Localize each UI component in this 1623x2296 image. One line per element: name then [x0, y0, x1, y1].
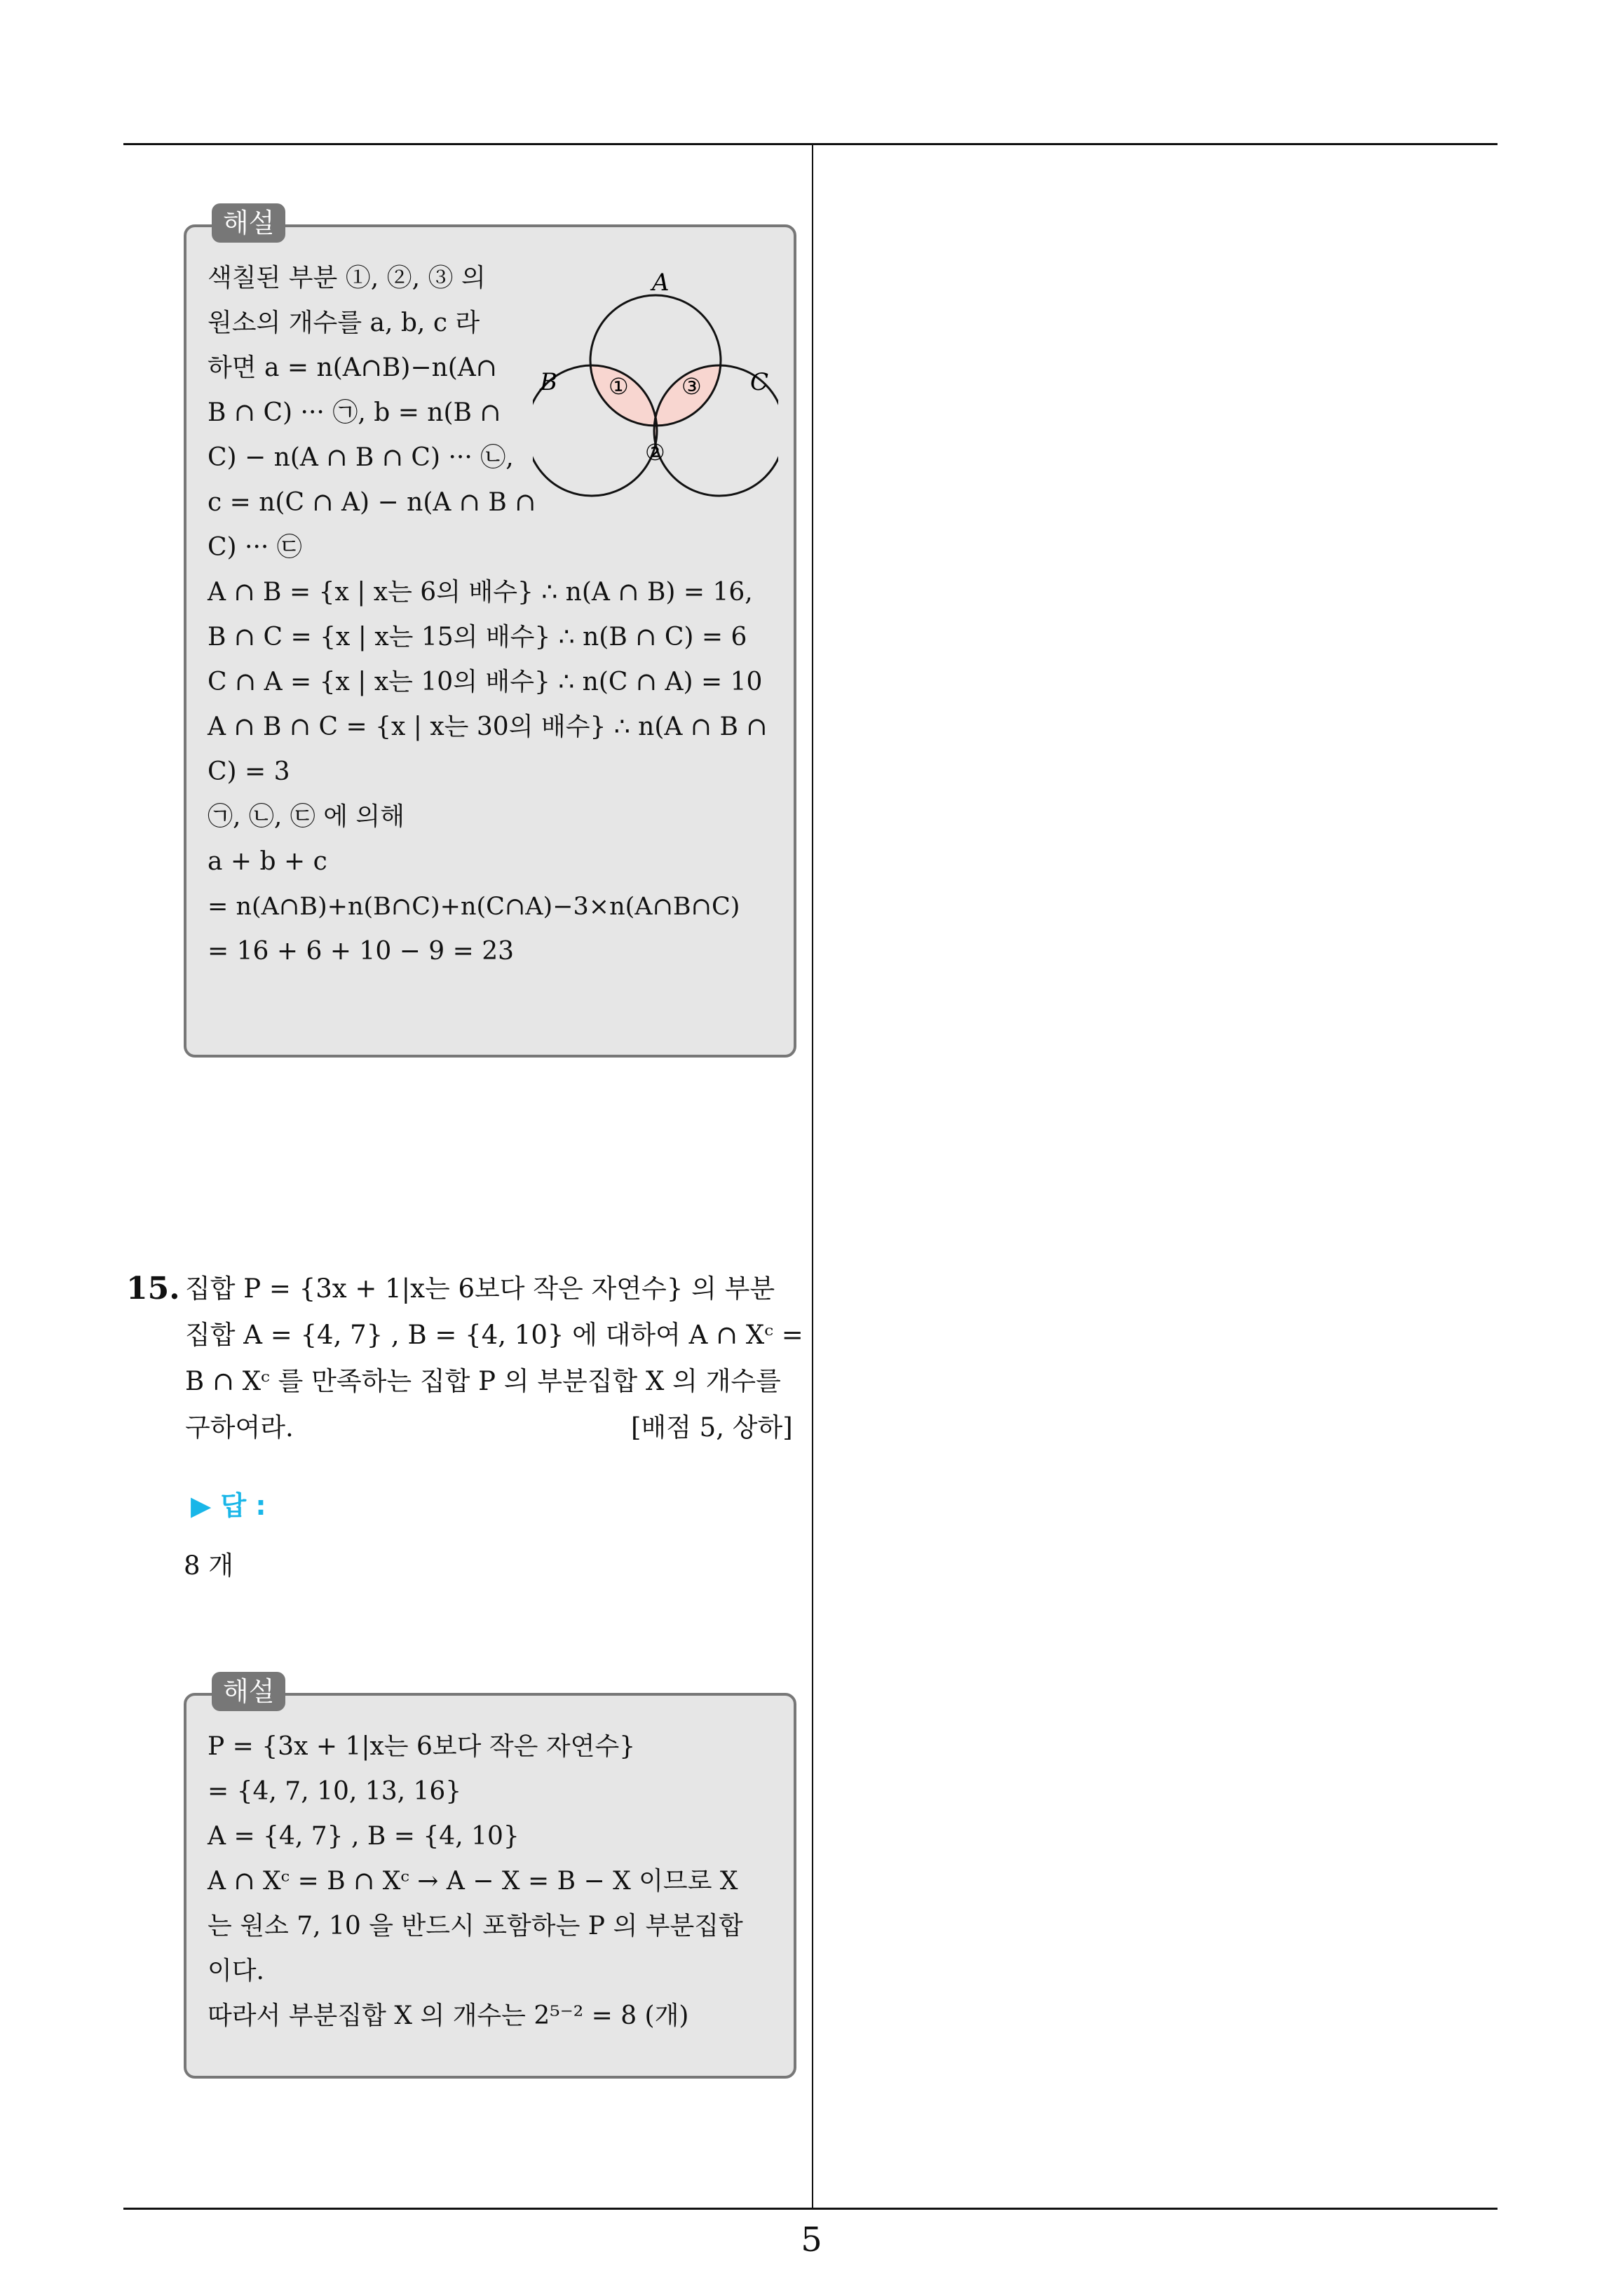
- question-line: 집합 A = {4, 7} , B = {4, 10} 에 대하여 A ∩ Xᶜ =: [185, 1320, 803, 1350]
- solution1-line: C ∩ A = {x | x는 10의 배수} ∴ n(C ∩ A) = 10: [208, 668, 763, 696]
- question-number: 15.: [126, 1271, 180, 1306]
- solution1-line: B ∩ C = {x | x는 15의 배수} ∴ n(B ∩ C) = 6: [208, 623, 747, 651]
- solution2-line: 는 원소 7, 10 을 반드시 포함하는 P 의 부분집합: [208, 1912, 743, 1940]
- solution2-line: = {4, 7, 10, 13, 16}: [208, 1777, 462, 1806]
- solution2-line: 이다.: [208, 1957, 264, 1985]
- region-label-3: ③: [681, 373, 702, 400]
- solution2-line: 따라서 부분집합 X 의 개수는 2⁵⁻² = 8 (개): [208, 2001, 689, 2030]
- question-line: 구하여라.: [185, 1412, 294, 1443]
- question-line: 집합 P = {3x + 1|x는 6보다 작은 자연수} 의 부분: [185, 1274, 775, 1304]
- solution1-line: = 16 + 6 + 10 − 9 = 23: [208, 937, 515, 966]
- set-label-a: A: [652, 269, 670, 297]
- solution1-line: ㉠, ㉡, ㉢ 에 의해: [208, 802, 405, 831]
- venn-diagram: [533, 269, 778, 515]
- answer-label: ▶ 답 :: [191, 1490, 266, 1521]
- question-score: [배점 5, 상하]: [631, 1412, 793, 1443]
- solution1-line: B ∩ C) ··· ㉠, b = n(B ∩: [208, 398, 501, 427]
- solution-tag-2: 해설: [212, 1672, 285, 1711]
- solution-tag-1: 해설: [212, 203, 285, 243]
- solution1-line: 색칠된 부분 ①, ②, ③ 의: [208, 264, 486, 292]
- circle-a: [590, 295, 721, 426]
- solution2-line: P = {3x + 1|x는 6보다 작은 자연수}: [208, 1732, 636, 1761]
- bottom-rule: [123, 2208, 1498, 2210]
- set-label-c: C: [750, 368, 769, 396]
- question-line: B ∩ Xᶜ 를 만족하는 집합 P 의 부분집합 X 의 개수를: [185, 1366, 781, 1396]
- column-divider: [812, 143, 813, 2208]
- solution1-line: A ∩ B ∩ C = {x | x는 30의 배수} ∴ n(A ∩ B ∩: [208, 713, 768, 741]
- solution2-line: A ∩ Xᶜ = B ∩ Xᶜ → A − X = B − X 이므로 X: [208, 1867, 738, 1896]
- region-label-1: ①: [609, 373, 629, 400]
- solution1-line: = n(A∩B)+n(B∩C)+n(C∩A)−3×n(A∩B∩C): [208, 893, 740, 921]
- solution1-line: c = n(C ∩ A) − n(A ∩ B ∩: [208, 488, 536, 517]
- solution1-line: 원소의 개수를 a, b, c 라: [208, 309, 480, 337]
- solution2-line: A = {4, 7} , B = {4, 10}: [208, 1822, 520, 1851]
- region-label-2: ②: [645, 439, 665, 466]
- top-rule: [123, 143, 1498, 145]
- solution1-line: A ∩ B = {x | x는 6의 배수} ∴ n(A ∩ B) = 16,: [208, 578, 753, 607]
- answer-value: 8 개: [184, 1551, 234, 1581]
- solution1-line: C) ··· ㉢: [208, 533, 302, 562]
- set-label-b: B: [540, 368, 557, 396]
- page-number: 5: [801, 2220, 822, 2260]
- solution1-line: C) = 3: [208, 757, 290, 786]
- solution1-line: a + b + c: [208, 847, 327, 876]
- solution1-line: 하면 a = n(A∩B)−n(A∩: [208, 353, 497, 382]
- solution1-line: C) − n(A ∩ B ∩ C) ··· ㉡,: [208, 443, 514, 472]
